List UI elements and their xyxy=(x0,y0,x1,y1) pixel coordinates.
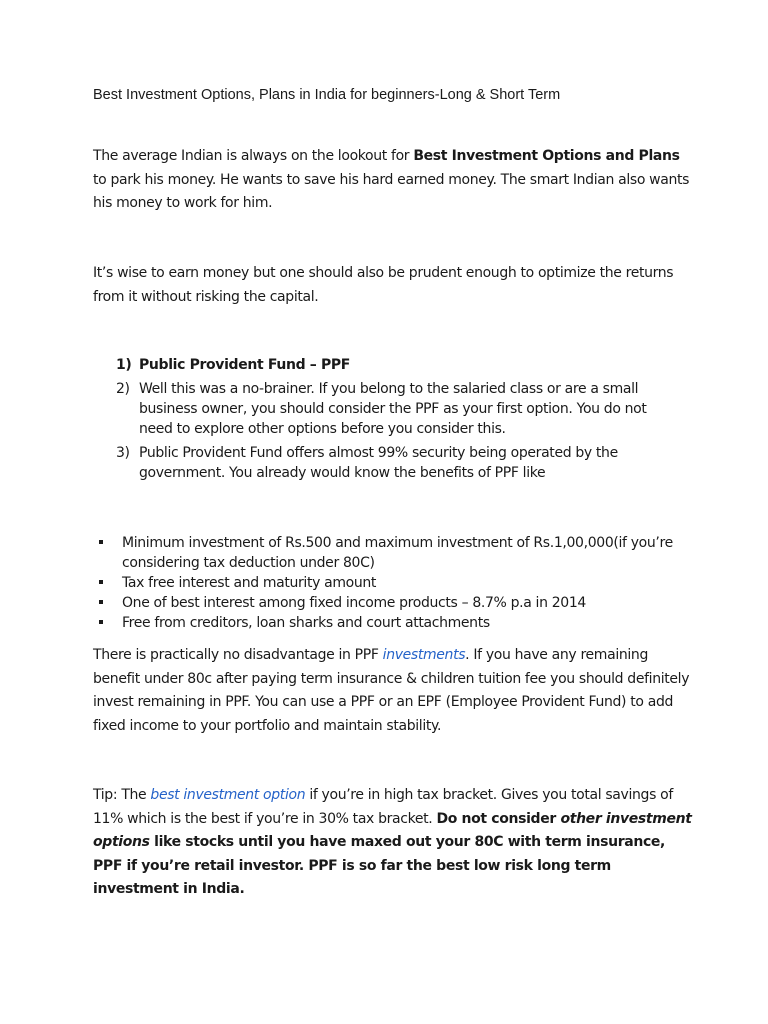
list-number: 1) xyxy=(116,357,132,373)
best-investment-option-link[interactable]: best investment option xyxy=(150,787,306,803)
square-bullet-icon xyxy=(99,620,103,624)
list-item-text: Public Provident Fund offers almost 99% security being operated by the government. You already would know the benefits of PPF like xyxy=(139,445,618,481)
numbered-list xyxy=(0,355,768,487)
list-item-text: Well this was a no-brainer. If you belong to the salaried class or are a small business owner, you should consider the PPF as your first option. You do not need to explore other options before you consider this. xyxy=(139,381,647,437)
square-bullet-icon xyxy=(99,540,103,544)
bullet-list-item xyxy=(0,613,682,633)
bullet-text: Minimum investment of Rs.500 and maximum investment of Rs.1,00,000(if you’re considering tax deduction under 80C) xyxy=(122,535,673,571)
bullet-list-item xyxy=(0,593,682,613)
ppf-benefits-list xyxy=(0,533,768,633)
tip-bold-text: Do not consider xyxy=(436,810,561,827)
bullet-text: Free from creditors, loan sharks and court attachments xyxy=(122,615,490,631)
bullet-text: One of best interest among fixed income products – 8.7% p.a in 2014 xyxy=(122,595,586,611)
intro-text: The average Indian is always on the lookout for xyxy=(93,148,414,164)
list-number: 3) xyxy=(116,445,130,461)
ppf-advantage-paragraph xyxy=(93,644,693,738)
wisdom-paragraph: It’s wise to earn money but one should also be prudent enough to optimize the returns from it without risking the capital. xyxy=(93,265,674,305)
numbered-list-item xyxy=(0,379,679,439)
tip-text-middle: if you’re in high tax bracket. Gives you total savings of 11% which is the best if you’re in 30% tax bracket. xyxy=(93,787,673,827)
intro-rest-text: to park his money. He wants to save his hard earned money. The smart Indian also wants his money to work for him. xyxy=(93,171,690,211)
intro-bold-phrase: Best Investment Options and Plans xyxy=(413,148,680,164)
intro-paragraph xyxy=(93,145,693,216)
bullet-text: Tax free interest and maturity amount xyxy=(122,575,377,591)
tip-text-before: Tip: The xyxy=(93,787,151,803)
list-item-text: Public Provident Fund – PPF xyxy=(139,357,350,373)
bullet-list-item xyxy=(0,573,682,593)
tip-bold-conclusion: like stocks until you have maxed out your 80C with term insurance, PPF if you’re retail investor. PPF is so far the best low risk long term investment in India. xyxy=(93,834,666,897)
numbered-list-item xyxy=(0,355,679,375)
tip-paragraph xyxy=(93,784,693,902)
investments-link[interactable]: investments xyxy=(382,647,466,663)
tip-bold-italic-text: other investment options xyxy=(93,810,692,850)
numbered-list-item xyxy=(0,443,679,483)
para3-text-after: . If you have any remaining benefit under 80c after paying term insurance & children tuition fee you should definitely invest remaining in PPF. You can use a PPF or an EPF (Employee Provident Fund) to add fixed income to your portfolio and maintain stability. xyxy=(93,647,690,734)
bullet-list-item xyxy=(0,533,682,573)
square-bullet-icon xyxy=(99,580,103,584)
document-title: Best Investment Options, Plans in India for beginners-Long & Short Term xyxy=(93,87,561,103)
list-number: 2) xyxy=(116,381,130,397)
para3-text-before: There is practically no disadvantage in PPF xyxy=(93,647,383,663)
square-bullet-icon xyxy=(99,600,103,604)
